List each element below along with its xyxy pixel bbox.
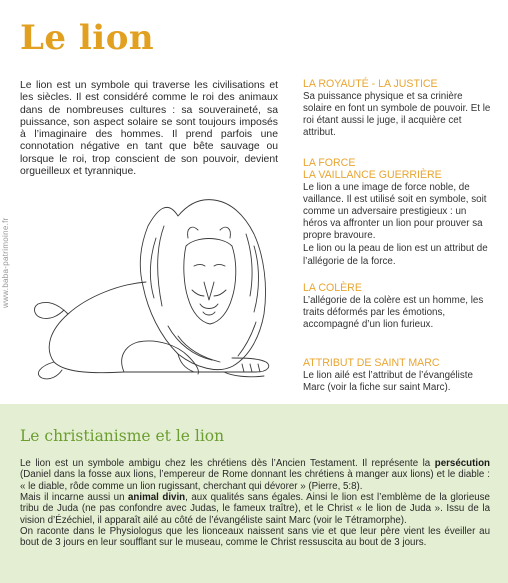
section-heading: LA COLÈRE	[303, 282, 362, 294]
section-body: Le lion ailé est l’attribut de l’évangéliste Marc (voir la fiche sur saint Marc).	[303, 370, 473, 394]
intro-paragraph: Le lion est un symbole qui traverse les civilisations et les siècles. Il est considéré comme le roi des animaux dans de nombreuses cultures : sa souveraineté, sa puissance, son aspect solaire se sont toujours imposés à l’imaginaire des hommes. Il prend parfois une connotation négative en tant que bête sauvage ou lorsque le roi, trop conscient de son pouvoir, devient orgueilleux et tyrannique.	[20, 80, 278, 178]
christianity-p1-bold: persécution	[434, 458, 490, 469]
section-heading-line2: LA VAILLANCE GUERRIÈRE	[303, 169, 442, 181]
section-royaute-justice	[303, 78, 491, 139]
section-saint-marc	[303, 357, 491, 394]
section-body: L’allégorie de la colère est un homme, les traits déformés par les émotions, accompagné d’un lion furieux.	[303, 295, 484, 331]
christianity-p2-start: Mais il incarne aussi un	[20, 492, 128, 504]
section-colere	[303, 282, 491, 331]
christianity-p2-end: , aux qualités sans égales. Ainsi le lion est l’emblème de la glorieuse tribu de Juda (ne pas confondre avec Judas, le fameux traître), et le Christ « le lion de Juda ». Issu de la vision d’Ézéchiel, il apparaît ailé au côté de l’évangéliste saint Marc (voir le Tétramorphe).	[20, 492, 490, 526]
section-heading: ATTRIBUT DE SAINT MARC	[303, 357, 440, 369]
section-heading-line1: LA FORCE	[303, 157, 356, 169]
christianity-p3: On raconte dans le Physiologus que les lionceaux naissent sans vie et que leur père vient les éveiller au bout de 3 jours en leur soufflant sur le museau, comme le Christ ressuscita au bout de 3 jours.	[20, 526, 490, 549]
christianity-text	[20, 458, 490, 549]
website-watermark: www.baba-patrimoine.fr	[1, 217, 10, 308]
section-body-second: Le lion ou la peau de lion est un attribut de l’allégorie de la force.	[303, 243, 488, 267]
lion-illustration	[28, 186, 286, 382]
christianity-p1-start: Le lion est un symbole ambigu chez les chrétiens dès l’Ancien Testament. Il représente la	[20, 458, 435, 469]
section-heading: LA ROYAUTÉ - LA JUSTICE	[303, 78, 438, 90]
section-body: Le lion a une image de force noble, de vaillance. Il est utilisé soit en symbole, soit comme un adversaire prestigieux : un héros va affronter un lion pour prouver sa propre bravoure.	[303, 182, 487, 242]
christianity-heading: Le christianisme et le lion	[20, 427, 225, 445]
christianity-p1-end: (Daniel dans la fosse aux lions, l’empereur de Rome donnant les chrétiens à manger aux lions) et le diable : « le diable, rôde comme un lion rugissant, cherchant qui dévorer » (Pierre, 5:8).	[20, 469, 490, 492]
section-body: Sa puissance physique et sa crinière solaire en font un symbole de pouvoir. Et le roi étant aussi le juge, il acquière cet attribut.	[303, 91, 491, 139]
page-title: Le lion	[20, 18, 155, 58]
christianity-p2-bold: animal divin	[128, 492, 186, 504]
christianity-panel	[0, 404, 508, 583]
section-force-vaillance	[303, 157, 491, 268]
